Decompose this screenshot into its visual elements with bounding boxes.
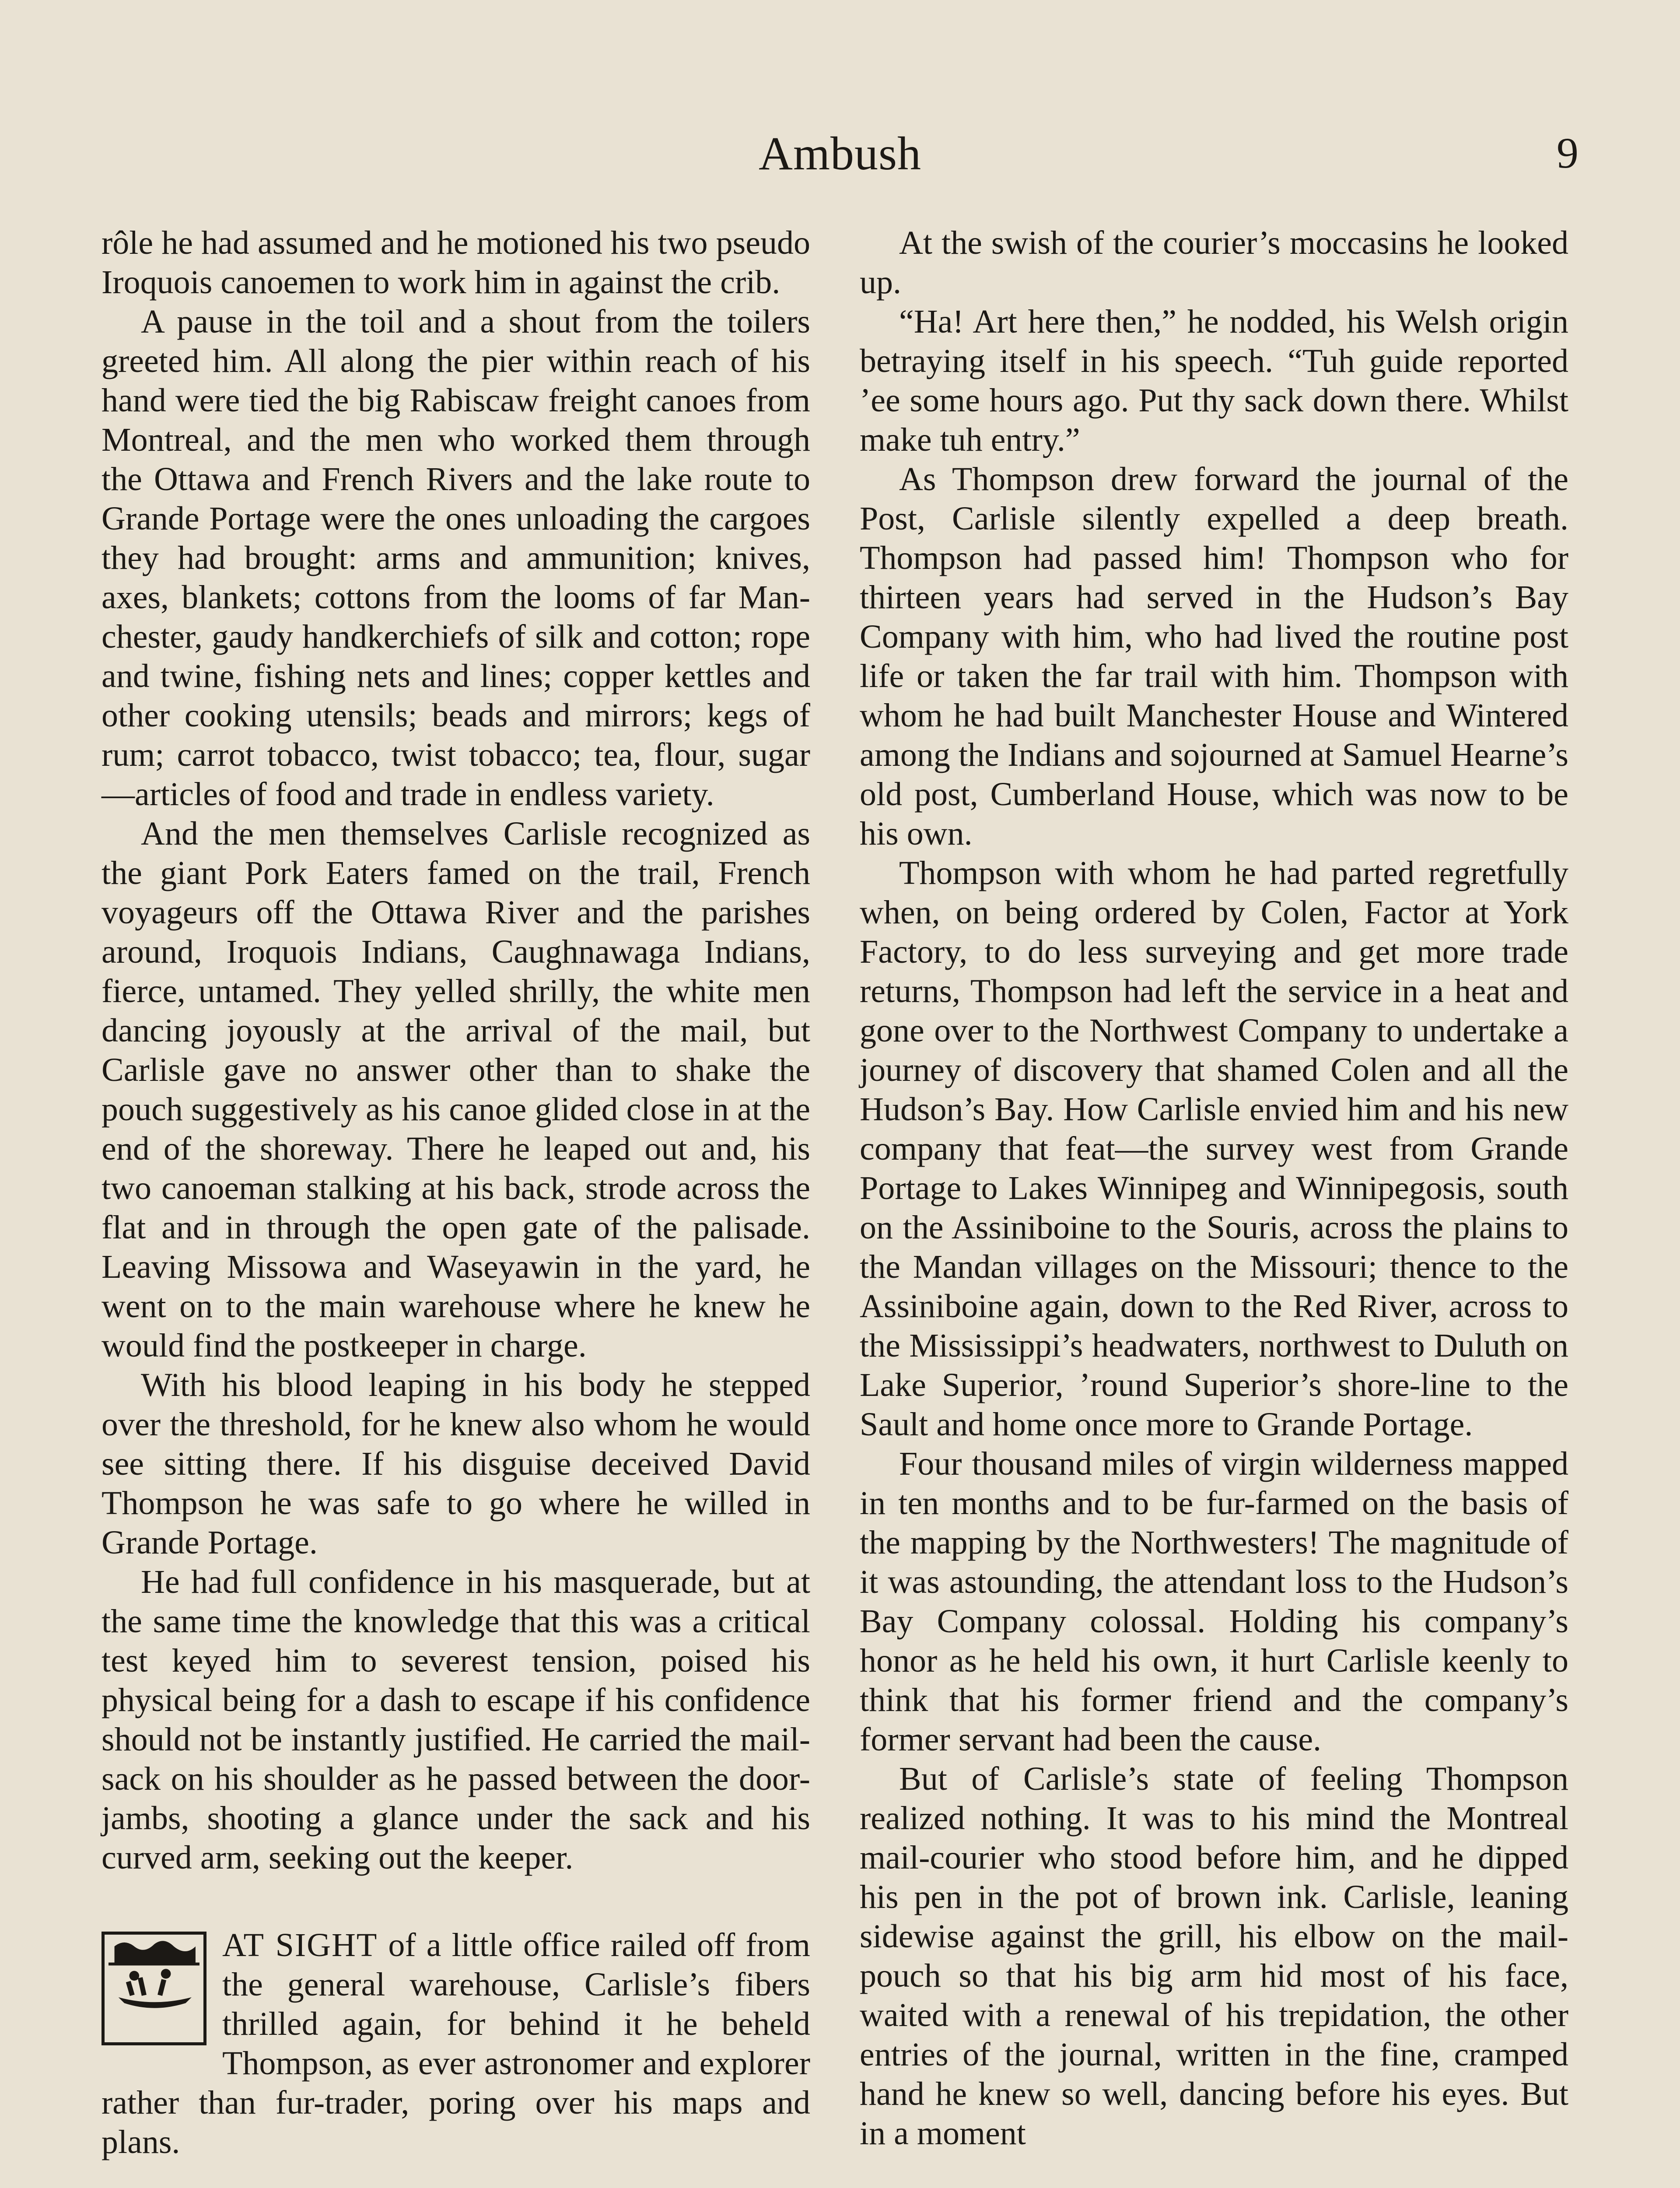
paragraph-text: of a little office railed off from the general warehouse, Carlisle’s fibers thrilled again, for behind it he beheld Thompson, as ever astronomer and explorer rather than fur-trader, poring over his maps and plans. (102, 1927, 810, 2160)
section-break-paragraph (102, 1925, 810, 2162)
page-number: 9 (1557, 129, 1578, 177)
paragraph (102, 1925, 810, 2162)
paragraph: “Ha! Art here then,” he nodded, his Welsh origin betraying itself in his speech. “Tuh guide reported ’ee some hours ago. Put thy sack down there. Whilst make tuh entry.” (860, 303, 1568, 458)
paragraph: Four thousand miles of virgin wilderness mapped in ten months and to be fur-farmed on the basis of the mapping by the Northwesters! The magnitude of it was astounding, the attendant loss to the Hudson’s Bay Company colossal. Holding his company’s honor as he held his own, it hurt Carlisle keenly to think that his former friend and the company’s former servant had been the cause. (860, 1445, 1568, 1758)
canoe-scene-vignette-icon (102, 1932, 206, 2045)
paragraph: rôle he had assumed and he motioned his two pseudo Iroquois canoemen to work him in against the crib. (102, 224, 810, 301)
paragraph: But of Carlisle’s state of feeling Thompson realized nothing. It was to his mind the Montreal mail-courier who stood before him, and he dipped his pen in the pot of brown ink. Carlisle, leaning sidewise against the grill, his elbow on the mailpouch so that his big arm hid most of his face, waited with a renewal of his trepidation, the other entries of the journal, written in the fine, cramped hand he knew so well, dancing before his eyes. But in a moment (860, 1760, 1568, 2152)
paragraph: As Thompson drew forward the journal of the Post, Carlisle silently expelled a deep breath. Thompson had passed him! Thompson who for thirteen years had served in the Hudson’s Bay Company with him, who had lived the routine post life or taken the far trail with him. Thompson with whom he had built Manchester House and Wintered among the Indians and sojourned at Samuel Hearne’s old post, Cumberland House, which was now to be his own. (860, 461, 1568, 852)
paragraph: With his blood leaping in his body he stepped over the threshold, for he knew also whom he would see sitting there. If his disguise deceived David Thompson he was safe to go where he willed in Grande Portage. (102, 1367, 810, 1561)
paragraph: At the swish of the courier’s moccasins he looked up. (860, 224, 1568, 301)
right-column (860, 223, 1568, 2153)
lead-in-text: AT SIGHT (222, 1927, 378, 1964)
paragraph: Thompson with whom he had parted regretfully when, on being ordered by Colen, Factor at York Factory, to do less surveying and get more trade returns, Thompson had left the service in a heat and gone over to the Northwest Company to undertake a journey of discovery that shamed Colen and all the Hudson’s Bay. How Carlisle envied him and his new company that feat—the survey west from Grande Portage to Lakes Winnipeg and Winnipegosis, south on the Assiniboine to the Souris, across the plains to the Mandan villages on the Missouri; thence to the Assiniboine again, down to the Red River, across to the Mississippi’s headwaters, northwest to Duluth on Lake Superior, ’round Superior’s shore-line to the Sault and home once more to Grande Portage. (860, 855, 1568, 1443)
paragraph: A pause in the toil and a shout from the toilers greeted him. All along the pier within reach of his hand were tied the big Rabiscaw freight canoes from Montreal, and the men who worked them through the Ottawa and French Rivers and the lake route to Grande Portage were the ones unloading the cargoes they had brought: arms and ammunition; knives, axes, blankets; cottons from the looms of far Manchester, gaudy handkerchiefs of silk and cotton; rope and twine, fishing nets and lines; copper kettles and other cooking utensils; beads and mirrors; kegs of rum; carrot tobacco, twist tobacco; tea, flour, sugar —articles of food and trade in endless variety. (102, 303, 810, 813)
paragraph: He had full confidence in his masquerade, but at the same time the knowledge that this was a critical test keyed him to severest tension, poised his physical being for a dash to escape if his confidence should not be instantly justified. He carried the mailsack on his shoulder as he passed between the door-jambs, shooting a glance under the sack and his curved arm, seeking out the keeper. (102, 1564, 810, 1876)
paragraph: And the men themselves Carlisle recognized as the giant Pork Eaters famed on the trail, French voyageurs off the Ottawa River and the parishes around, Iroquois Indians, Caughnawaga Indians, fierce, untamed. They yelled shrilly, the white men dancing joyously at the arrival of the mail, but Carlisle gave no answer other than to shake the pouch suggestively as his canoe glided close in at the end of the shoreway. There he leaped out and, his two canoeman stalking at his back, strode across the flat and in through the open gate of the palisade. Leaving Missowa and Waseyawin in the yard, he went on to the main warehouse where he knew he would find the postkeeper in charge. (102, 815, 810, 1364)
left-column (102, 223, 810, 2162)
running-head: Ambush (758, 128, 922, 180)
